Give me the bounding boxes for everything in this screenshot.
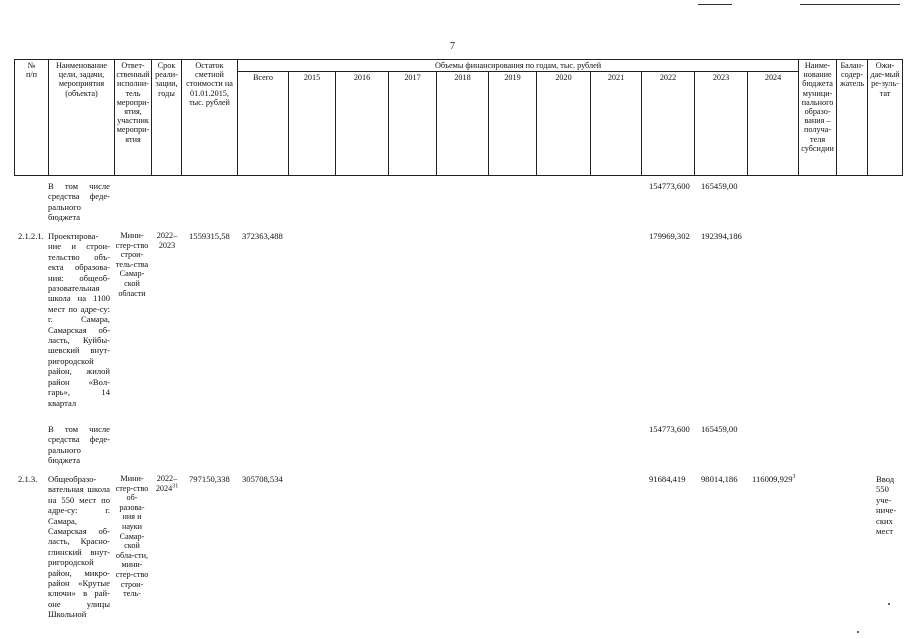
row-y2023: 192394,186 xyxy=(701,231,742,241)
row-balance: 797150,338 xyxy=(189,474,230,484)
row-y2022: 91684,419 xyxy=(649,474,686,484)
row-total: 372363,488 xyxy=(242,231,283,241)
header-year: 2021 xyxy=(591,72,642,176)
row-y2024-footnote: 3 xyxy=(792,474,796,481)
table-header xyxy=(14,59,903,176)
header-year: 2023 xyxy=(695,72,748,176)
row-term-footnote: 31 xyxy=(172,482,179,489)
header-responsible: Ответ-ственный исполни-тель меропри-ятия, участник меропри-ятия xyxy=(115,60,152,176)
row-term-text: 2022–2024 xyxy=(155,474,178,493)
row-y2023: 98014,186 xyxy=(701,474,738,484)
header-year: 2020 xyxy=(537,72,591,176)
row-y2024-text: 116009,929 xyxy=(752,474,793,484)
header-year: 2017 xyxy=(389,72,437,176)
header-result: Ожи-дае-мый ре-зуль-тат xyxy=(868,60,903,176)
row-num: 2.1.3. xyxy=(18,474,38,484)
row-num: 2.1.2.1. xyxy=(18,231,44,241)
scan-speck xyxy=(857,631,859,633)
row-y2024 xyxy=(752,474,796,484)
header-year: 2016 xyxy=(336,72,389,176)
row-y2022: 154773,600 xyxy=(649,181,690,191)
header-year: 2024 xyxy=(748,72,799,176)
row-total: 305708,534 xyxy=(242,474,283,484)
row-y2023: 165459,00 xyxy=(701,424,738,434)
header-year: 2022 xyxy=(642,72,695,176)
row-term: 2022–2023 xyxy=(156,231,178,250)
header-term: Срок реали-зации, годы xyxy=(152,60,182,176)
header-year: 2019 xyxy=(489,72,537,176)
row-term xyxy=(153,474,181,493)
row-name: В том числе средства феде-рального бюджета xyxy=(48,181,110,223)
row-y2022: 179969,302 xyxy=(649,231,690,241)
header-name: Наименование цели, задачи, мероприятия (объекта) xyxy=(49,60,115,176)
row-y2023: 165459,00 xyxy=(701,181,738,191)
row-result: Ввод 550 уче-ниче-ских мест xyxy=(876,474,897,537)
header-year: 2015 xyxy=(289,72,336,176)
row-responsible: Мини-стер-ство об-разова-ния и науки Самар-ской обла-сти, мини-стер-ство строи-тель- xyxy=(115,474,149,599)
row-name: Общеобразо-вательная школа на 550 мест по адре-су: г. Самара, Самарская об-ласть, Красно-глинский внут-ригородской район, микро-район «Крутые ключи» в рай-оне улицы Школьной xyxy=(48,474,110,620)
header-holder: Балан-содер-жатель xyxy=(837,60,868,176)
row-name: Проектирова-ние и строи-тельство объ-екта образова-ния: общеоб-разовательная школа на 1100 мест по адре-су: г. Самара, Самарская об-ласть, Куйбы-шевский внут-ригородской район, жилой район «Вол-гарь», 14 квартал xyxy=(48,231,110,408)
header-total: Всего xyxy=(238,72,289,176)
header-num: № п/п xyxy=(15,60,49,176)
header-year: 2018 xyxy=(437,72,489,176)
row-name: В том числе средства феде-рального бюджета xyxy=(48,424,110,466)
page-number: 7 xyxy=(450,41,455,52)
row-responsible: Мини-стер-ство строи-тель-ства Самар-ской области xyxy=(115,231,149,298)
header-balance: Остаток сметной стоимости на 01.01.2015, тыс. рублей xyxy=(182,60,238,176)
row-balance: 1559315,58 xyxy=(189,231,230,241)
header-municipality: Наиме-нование бюджета муници-пального образо-вания – получа-теля субсидии xyxy=(799,60,837,176)
scan-speck xyxy=(888,603,890,605)
top-rule-2 xyxy=(800,4,900,5)
header-volumes: Объемы финансирования по годам, тыс. рублей xyxy=(238,60,799,72)
top-rule-1 xyxy=(698,4,732,5)
row-y2022: 154773,600 xyxy=(649,424,690,434)
